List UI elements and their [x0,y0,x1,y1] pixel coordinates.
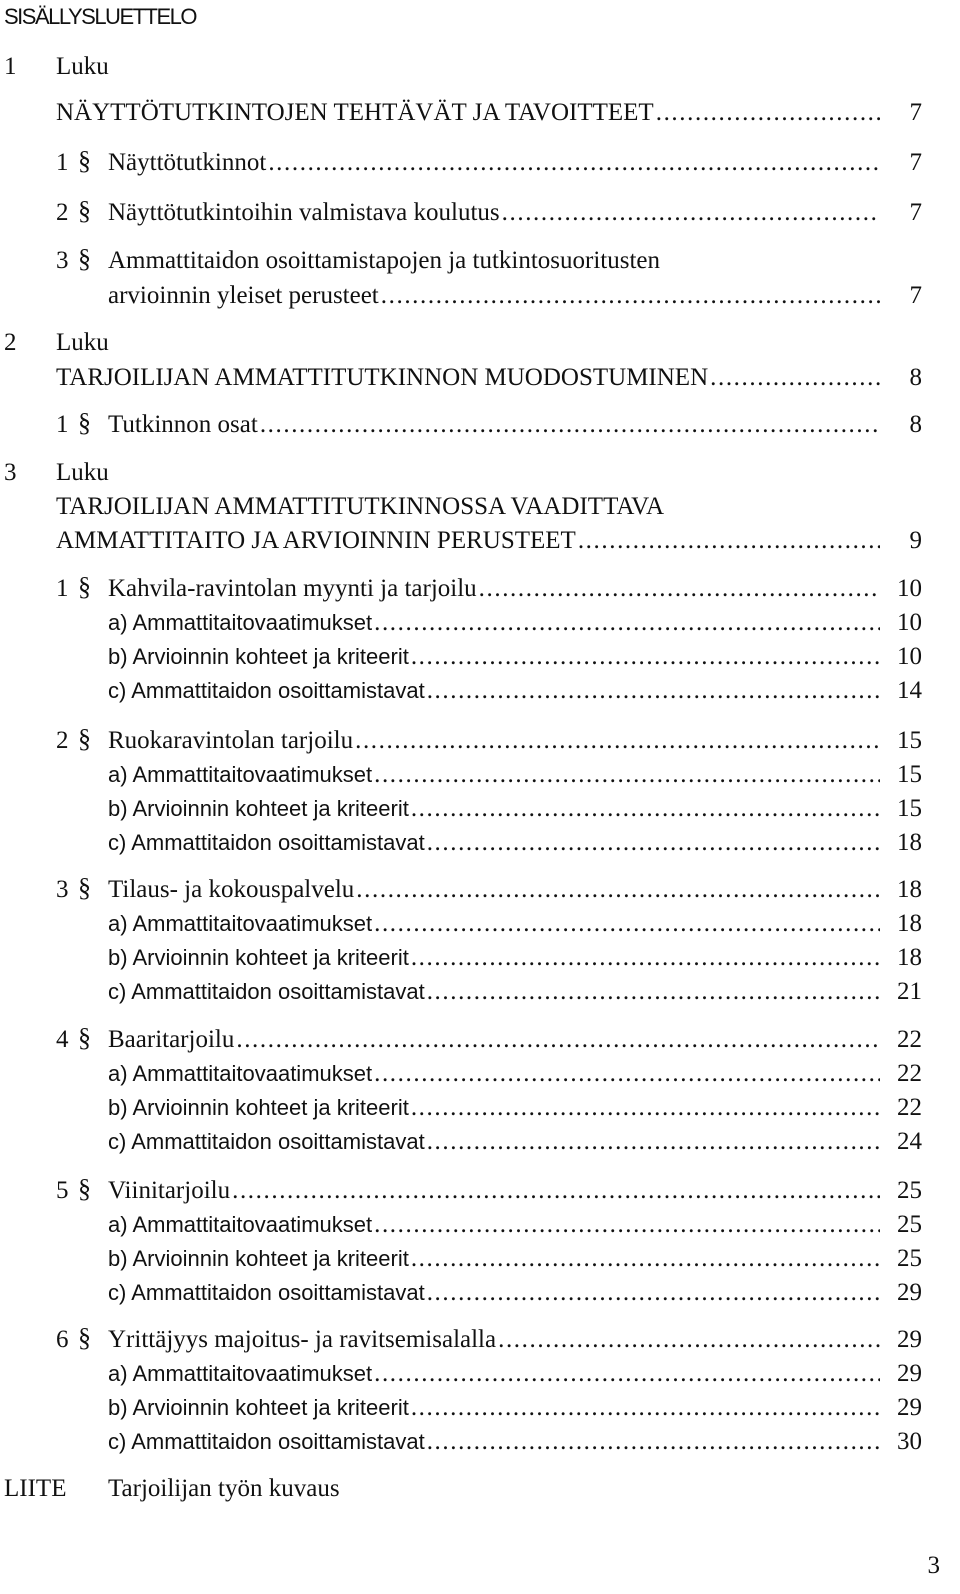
subentry-label: a) Ammattitaitovaatimukset [108,1361,373,1386]
toc-subentry[interactable] [108,826,880,860]
subentry-label: b) Arvioinnin kohteet ja kriteerit [108,1246,409,1271]
chapter-3-header [0,456,960,490]
section-sign-icon: § [78,572,91,601]
entry-page: 10 [897,575,922,602]
subentry-label: c) Ammattitaidon osoittamistavat [108,678,425,703]
entry-page: 15 [897,727,922,754]
subentry-page: 29 [897,1279,922,1306]
chapter-2-page: 8 [909,364,922,391]
subentry-page: 14 [897,677,922,704]
section-sign-icon: § [78,196,91,225]
section-number: 3 [56,247,69,274]
section-number: 2 [56,727,69,754]
subentry-label: c) Ammattitaidon osoittamistavat [108,1129,425,1154]
toc-subentry[interactable] [108,975,880,1009]
toc-subentry[interactable] [108,1357,880,1391]
toc-subentry[interactable] [108,1125,880,1159]
section-number: 2 [56,199,69,226]
entry-label: Kahvila-ravintolan myynti ja tarjoilu [108,575,477,602]
toc-subentry[interactable] [108,640,880,674]
toc-subentry[interactable] [108,1391,880,1425]
subentry-page: 22 [897,1094,922,1121]
entry-page: 7 [909,282,922,309]
subentry-page: 15 [897,761,922,788]
entry-page: 29 [897,1326,922,1353]
subentry-label: b) Arvioinnin kohteet ja kriteerit [108,1395,409,1420]
toc-entry[interactable] [108,1174,880,1208]
chapter-1-header [0,50,960,84]
subentry-page: 15 [897,795,922,822]
subentry-page: 24 [897,1128,922,1155]
subentry-label: a) Ammattitaitovaatimukset [108,1212,373,1237]
chapter-title: TARJOILIJAN AMMATTITUTKINNON MUODOSTUMINEN [56,364,709,391]
subentry-page: 30 [897,1428,922,1455]
entry-page: 25 [897,1177,922,1204]
entry-page: 22 [897,1026,922,1053]
toc-subentry[interactable] [108,1242,880,1276]
subentry-page: 25 [897,1211,922,1238]
section-number: 1 [56,149,69,176]
subentry-label: a) Ammattitaitovaatimukset [108,1061,373,1086]
toc-entry[interactable] [108,279,880,313]
chapter-2-title[interactable] [56,361,880,395]
subentry-page: 21 [897,978,922,1005]
chapter-luku: Luku [56,53,109,80]
subentry-label: a) Ammattitaitovaatimukset [108,762,373,787]
appendix-title: Tarjoilijan työn kuvaus [108,1475,340,1502]
entry-page: 18 [897,876,922,903]
subentry-page: 18 [897,829,922,856]
entry-label: Näyttötutkinnot [108,149,267,176]
subentry-label: b) Arvioinnin kohteet ja kriteerit [108,1095,409,1120]
section-sign-icon: § [78,1023,91,1052]
toc-subentry[interactable] [108,758,880,792]
subentry-label: b) Arvioinnin kohteet ja kriteerit [108,796,409,821]
page-number: 3 [927,1552,940,1579]
toc-entry[interactable] [108,196,880,230]
subentry-page: 22 [897,1060,922,1087]
toc-entry[interactable] [108,873,880,907]
subentry-page: 29 [897,1360,922,1387]
chapter-3-page: 9 [909,527,922,554]
chapter-1-title[interactable] [56,96,880,130]
entry-label: Näyttötutkintoihin valmistava koulutus [108,199,500,226]
toc-entry[interactable] [108,146,880,180]
section-number: 1 [56,575,69,602]
chapter-title-line2: AMMATTITAITO JA ARVIOINNIN PERUSTEET [56,527,576,554]
chapter-number: 2 [4,329,17,356]
toc-entry[interactable] [108,408,880,442]
subentry-label: b) Arvioinnin kohteet ja kriteerit [108,644,409,669]
toc-subentry[interactable] [108,1091,880,1125]
entry-page: 8 [909,411,922,438]
entry-label: Yrittäjyys majoitus- ja ravitsemisalalla [108,1326,497,1353]
entry-page: 7 [909,199,922,226]
section-number: 3 [56,876,69,903]
chapter-number: 1 [4,53,17,80]
toc-subentry[interactable] [108,907,880,941]
subentry-label: b) Arvioinnin kohteet ja kriteerit [108,945,409,970]
toc-entry[interactable] [108,1323,880,1357]
subentry-label: c) Ammattitaidon osoittamistavat [108,830,425,855]
toc-subentry[interactable] [108,1057,880,1091]
section-sign-icon: § [78,873,91,902]
section-sign-icon: § [78,1323,91,1352]
entry-label: Tilaus- ja kokouspalvelu [108,876,355,903]
toc-subentry[interactable] [108,1208,880,1242]
subentry-page: 29 [897,1394,922,1421]
section-number: 6 [56,1326,69,1353]
section-number: 5 [56,1177,69,1204]
toc-entry[interactable] [108,572,880,606]
toc-subentry[interactable] [108,1276,880,1310]
entry-page: 7 [909,149,922,176]
chapter-number: 3 [4,459,17,486]
appendix-entry[interactable] [0,1472,960,1506]
toc-subentry[interactable] [108,606,880,640]
entry-label: Baaritarjoilu [108,1026,235,1053]
entry-label: Tutkinnon osat [108,411,258,438]
subentry-label: a) Ammattitaitovaatimukset [108,911,373,936]
section-sign-icon: § [78,1174,91,1203]
section-sign-icon: § [78,408,91,437]
toc-subentry[interactable] [108,941,880,975]
toc-entry[interactable] [108,1023,880,1057]
chapter-1-page: 7 [909,99,922,126]
appendix-label: LIITE [4,1475,67,1502]
subentry-label: c) Ammattitaidon osoittamistavat [108,1280,425,1305]
toc-entry[interactable] [108,724,880,758]
chapter-title-line1: TARJOILIJAN AMMATTITUTKINNOSSA VAADITTAVA [56,493,665,520]
subentry-page: 10 [897,609,922,636]
section-number: 4 [56,1026,69,1053]
toc-subentry[interactable] [108,1425,880,1459]
entry-label: Ruokaravintolan tarjoilu [108,727,354,754]
chapter-2-header [0,326,960,360]
chapter-luku: Luku [56,459,109,486]
subentry-page: 18 [897,910,922,937]
subentry-page: 25 [897,1245,922,1272]
toc-heading: SISÄLLYSLUETTELO [4,4,197,29]
entry-label-line2: arvioinnin yleiset perusteet [108,282,379,309]
subentry-page: 18 [897,944,922,971]
section-sign-icon: § [78,724,91,753]
chapter-3-title[interactable] [56,524,880,558]
section-sign-icon: § [78,244,91,273]
section-sign-icon: § [78,146,91,175]
entry-label-line1: Ammattitaidon osoittamistapojen ja tutkintosuoritusten [108,247,661,274]
subentry-page: 10 [897,643,922,670]
subentry-label: c) Ammattitaidon osoittamistavat [108,1429,425,1454]
chapter-luku: Luku [56,329,109,356]
section-number: 1 [56,411,69,438]
entry-label: Viinitarjoilu [108,1177,231,1204]
toc-subentry[interactable] [108,674,880,708]
subentry-label: c) Ammattitaidon osoittamistavat [108,979,425,1004]
subentry-label: a) Ammattitaitovaatimukset [108,610,373,635]
toc-subentry[interactable] [108,792,880,826]
chapter-title: NÄYTTÖTUTKINTOJEN TEHTÄVÄT JA TAVOITTEET [56,99,654,126]
